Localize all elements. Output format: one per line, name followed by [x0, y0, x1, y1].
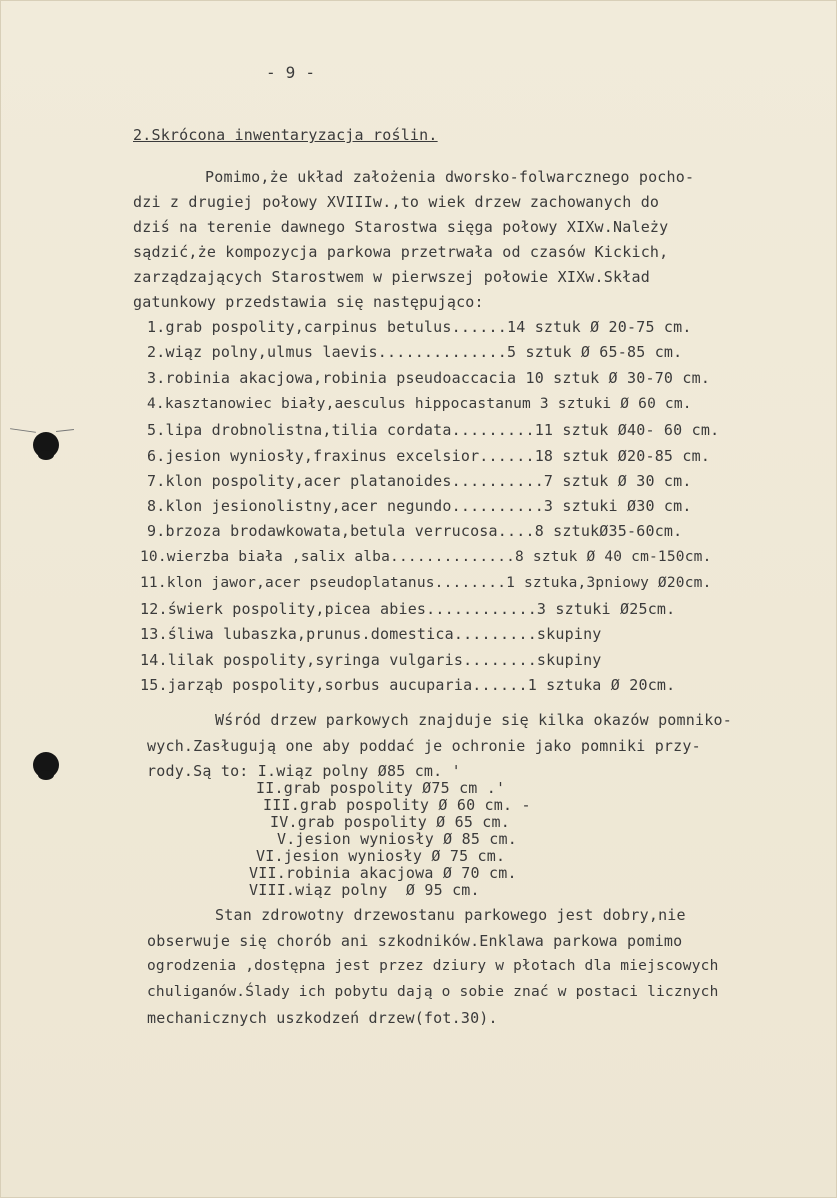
pencil-mark — [56, 429, 74, 432]
health-line: Stan zdrowotny drzewostanu parkowego jest dobry,nie — [215, 906, 686, 924]
species-item: 10.wierzba biała ,salix alba..............8 sztuk Ø 40 cm-150cm. — [140, 549, 712, 565]
species-item: 1.grab pospolity,carpinus betulus......14 sztuk Ø 20-75 cm. — [147, 318, 692, 336]
intro-line: zarządzających Starostwem w pierwszej połowie XIXw.Skład — [133, 268, 650, 286]
health-line: chuliganów.Ślady ich pobytu dają o sobie znać w postaci licznych — [147, 984, 719, 1000]
monument-item: IV.grab pospolity Ø 65 cm. — [270, 813, 510, 831]
species-item: 8.klon jesionolistny,acer negundo..........3 sztuki Ø30 cm. — [147, 497, 692, 515]
species-item: 9.brzoza brodawkowata,betula verrucosa....8 sztukØ35-60cm. — [147, 522, 683, 540]
punch-hole-bottom — [33, 752, 59, 778]
species-item: 6.jesion wyniosły,fraxinus excelsior......18 sztuk Ø20-85 cm. — [147, 447, 711, 465]
page-number: - 9 - — [266, 63, 316, 82]
section-heading: 2.Skrócona inwentaryzacja roślin. — [133, 126, 438, 144]
monument-item: VII.robinia akacjowa Ø 70 cm. — [249, 864, 517, 882]
pencil-mark — [10, 428, 36, 433]
species-item: 5.lipa drobnolistna,tilia cordata.........11 sztuk Ø40- 60 cm. — [147, 421, 720, 439]
health-line: mechanicznych uszkodzeń drzew(fot.30). — [147, 1009, 498, 1027]
intro-line: dzi z drugiej połowy XVIIIw.,to wiek drzew zachowanych do — [133, 193, 660, 211]
monument-item: III.grab pospolity Ø 60 cm. - — [263, 796, 531, 814]
species-item: 7.klon pospolity,acer platanoides..........7 sztuk Ø 30 cm. — [147, 472, 692, 490]
monument-item: V.jesion wyniosły Ø 85 cm. — [277, 830, 517, 848]
species-item: 13.śliwa lubaszka,prunus.domestica.........skupiny — [140, 625, 602, 643]
health-line: obserwuje się chorób ani szkodników.Enklawa parkowa pomimo — [147, 932, 683, 950]
intro-line: sądzić,że kompozycja parkowa przetrwała od czasów Kickich, — [133, 243, 669, 261]
species-item: 15.jarząb pospolity,sorbus aucuparia......1 sztuka Ø 20cm. — [140, 676, 676, 694]
monument-item: II.grab pospolity Ø75 cm .' — [256, 779, 506, 797]
species-item: 14.lilak pospolity,syringa vulgaris........skupiny — [140, 651, 602, 669]
species-item: 2.wiąz polny,ulmus laevis..............5 sztuk Ø 65-85 cm. — [147, 343, 683, 361]
punch-hole-top — [33, 432, 59, 458]
monuments-line: wych.Zasługują one aby poddać je ochronie jako pomniki przy- — [147, 737, 701, 755]
intro-line: dziś na terenie dawnego Starostwa sięga połowy XIXw.Należy — [133, 218, 669, 236]
species-item: 11.klon jawor,acer pseudoplatanus........1 sztuka,3pniowy Ø20cm. — [140, 575, 712, 591]
species-item: 4.kasztanowiec biały,aesculus hippocastanum 3 sztuki Ø 60 cm. — [147, 396, 692, 412]
health-line: ogrodzenia ,dostępna jest przez dziury w płotach dla miejscowych — [147, 958, 719, 974]
intro-line: gatunkowy przedstawia się następująco: — [133, 293, 484, 311]
species-item: 3.robinia akacjowa,robinia pseudoaccacia 10 sztuk Ø 30-70 cm. — [147, 369, 711, 387]
monument-item: VIII.wiąz polny Ø 95 cm. — [249, 881, 480, 899]
intro-line: Pomimo,że układ założenia dworsko-folwarcznego pocho- — [205, 168, 695, 186]
monument-item: VI.jesion wyniosły Ø 75 cm. — [256, 847, 506, 865]
species-item: 12.świerk pospolity,picea abies............3 sztuki Ø25cm. — [140, 600, 676, 618]
monuments-line: Wśród drzew parkowych znajduje się kilka okazów pomniko- — [215, 711, 732, 729]
monuments-line: rody.Są to: I.wiąz polny Ø85 cm. ' — [147, 762, 461, 780]
